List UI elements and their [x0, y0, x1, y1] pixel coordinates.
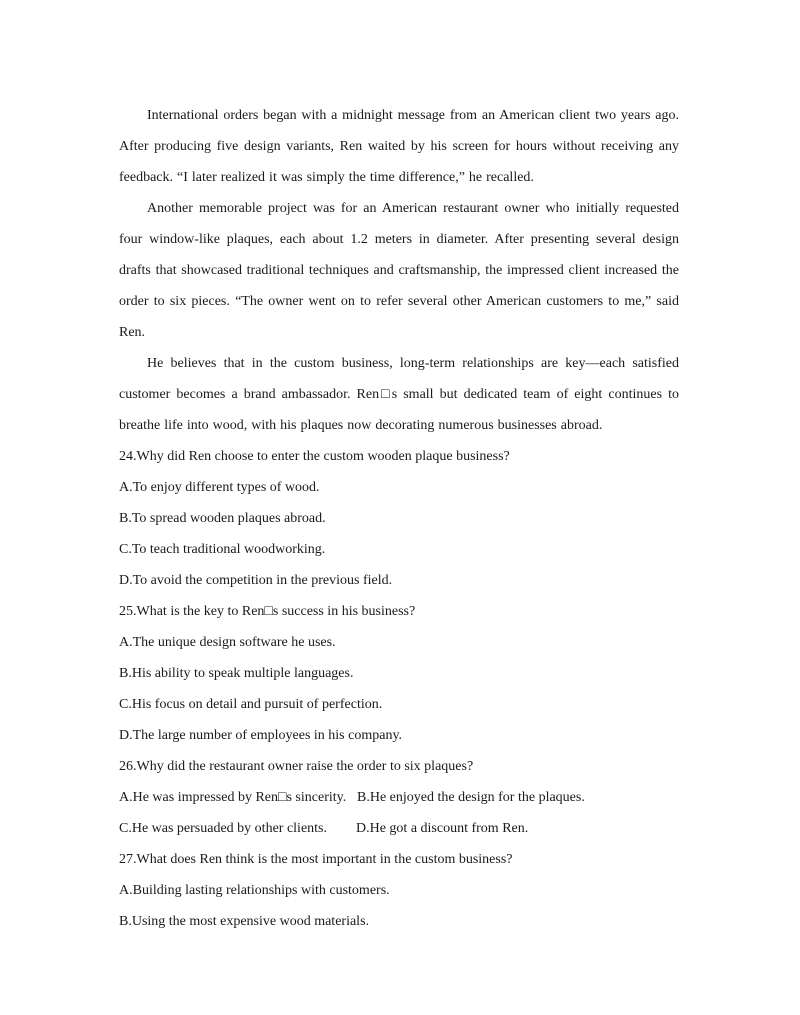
passage-paragraph-2: Another memorable project was for an American restaurant owner who initially requested four window-like plaques, each about 1.2 meters in diameter. After presenting several design drafts that showcased traditional techniques and craftsmanship, the impressed client increased the order to six pieces. “The owner went on to refer several other American customers to me,” said Ren. — [119, 201, 679, 340]
question-24-stem: 24.Why did Ren choose to enter the custom wooden plaque business? — [119, 449, 510, 464]
passage-paragraph-3: He believes that in the custom business, long-term relationships are key—each satisfied customer becomes a brand ambassador. Ren□s small but dedicated team of eight continues to breathe life into wood, with his plaques now decorating numerous businesses abroad. — [119, 356, 679, 433]
question-27-option-a: A.Building lasting relationships with customers. — [119, 883, 390, 898]
question-25-option-a: A.The unique design software he uses. — [119, 635, 336, 650]
question-26-stem: 26.Why did the restaurant owner raise the order to six plaques? — [119, 759, 474, 774]
question-24-option-d: D.To avoid the competition in the previous field. — [119, 573, 393, 588]
question-26-option-d: D.He got a discount from Ren. — [356, 821, 529, 836]
passage-paragraph-1: International orders began with a midnight message from an American client two years ago. After producing five design variants, Ren waited by his screen for hours without receiving any feedback. “I later realized it was simply the time difference,” he recalled. — [119, 108, 679, 185]
document-body — [119, 100, 679, 937]
question-25-option-d: D.The large number of employees in his company. — [119, 728, 403, 743]
question-25-option-b: B.His ability to speak multiple languages. — [119, 666, 354, 681]
question-26-options-row-2 — [119, 813, 679, 844]
question-25-stem: 25.What is the key to Ren□s success in his business? — [119, 604, 416, 619]
question-24-option-a: A.To enjoy different types of wood. — [119, 480, 320, 495]
question-27-stem: 27.What does Ren think is the most important in the custom business? — [119, 852, 513, 867]
question-26-option-b: B.He enjoyed the design for the plaques. — [357, 790, 585, 805]
question-26-option-c: C.He was persuaded by other clients. — [119, 821, 327, 836]
question-25-option-c: C.His focus on detail and pursuit of perfection. — [119, 697, 383, 712]
question-24-option-b: B.To spread wooden plaques abroad. — [119, 511, 326, 526]
question-26-option-a: A.He was impressed by Ren□s sincerity. — [119, 790, 347, 805]
question-27-option-b: B.Using the most expensive wood materials. — [119, 914, 370, 929]
question-24-option-c: C.To teach traditional woodworking. — [119, 542, 326, 557]
question-26-options-row-1 — [119, 782, 679, 813]
